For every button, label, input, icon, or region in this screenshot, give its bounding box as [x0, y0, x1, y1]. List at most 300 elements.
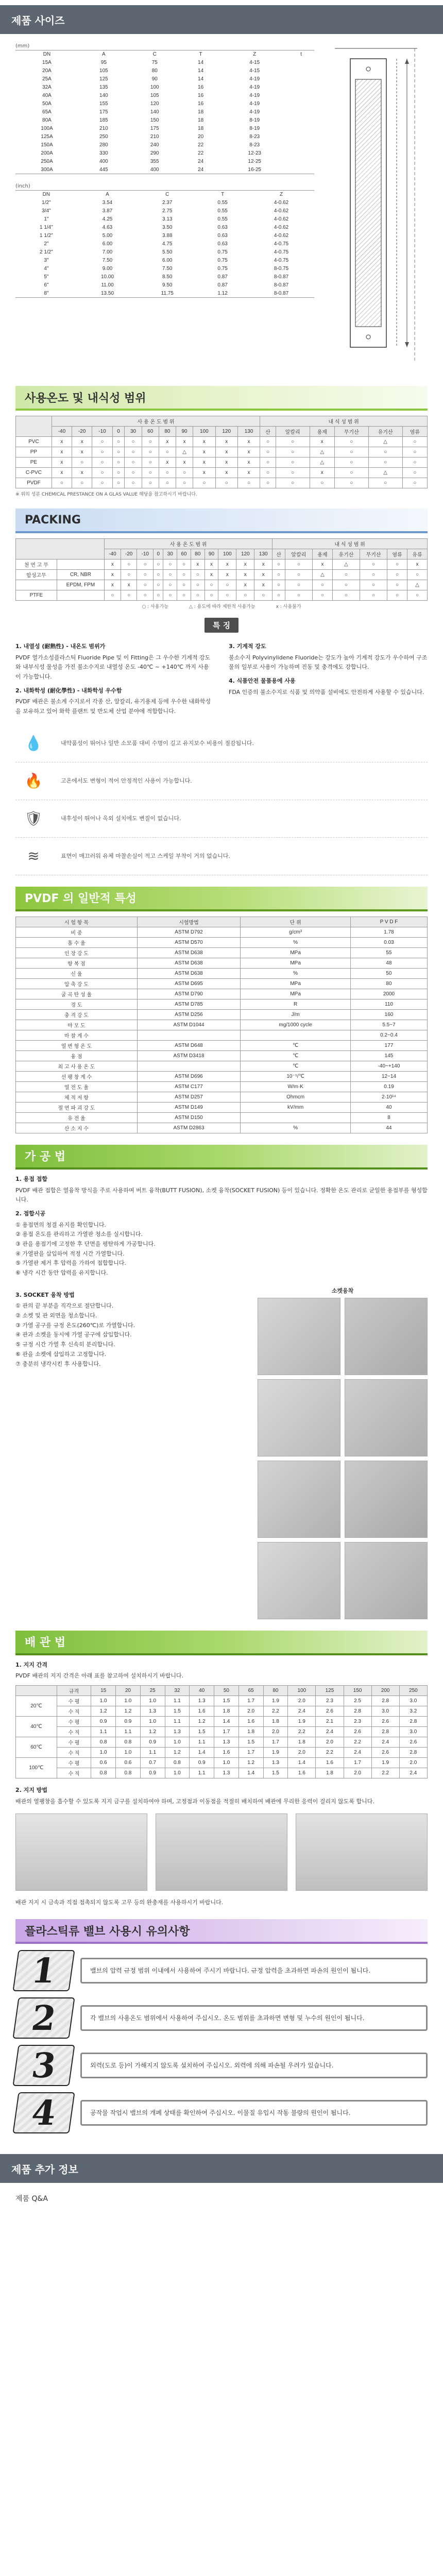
size-cell: 11.75: [161, 290, 174, 296]
pipe-cell: 1.1: [165, 1696, 190, 1706]
pipe-header-cell: 규격: [57, 1686, 91, 1696]
range-value-cell: ○: [163, 570, 177, 580]
pvdf-header-cell: 시 험 항 목: [16, 917, 138, 927]
range-value-cell: x: [72, 468, 92, 478]
range-col-header: 90: [176, 427, 193, 437]
size-cell: 4-19: [249, 93, 260, 98]
range-chem-cell: ○: [332, 590, 360, 601]
range-value-cell: ○: [112, 457, 125, 468]
section-header-bar: [0, 5, 443, 34]
pipe-cell: 2.4: [371, 1737, 399, 1748]
pvdf-cell: ASTM D257: [137, 1092, 240, 1102]
pvdf-cell: MPa: [241, 978, 351, 989]
pipe-cell: 수 평: [57, 1737, 91, 1748]
size-row: [15, 281, 314, 290]
pvdf-cell: 2000: [350, 989, 427, 999]
pipe-cell: 2.0: [263, 1727, 288, 1737]
pipe-cell: 0.8: [165, 1758, 190, 1768]
size-cell: 8": [44, 290, 49, 296]
pvdf-cell: 신 율: [16, 968, 138, 978]
pvdf-cell: 80: [350, 978, 427, 989]
size-cell: 16: [198, 101, 204, 107]
pipe-row: [16, 1768, 428, 1778]
range-chem-cell: ○: [332, 580, 360, 590]
size-cell: 0.87: [217, 282, 228, 288]
pvdf-cell: 110: [350, 999, 427, 1009]
pipe-cell: 1.9: [288, 1717, 316, 1727]
pvdf-cell: [241, 1112, 351, 1123]
range-value-cell: ○: [92, 437, 112, 447]
size-table-mm: [15, 50, 314, 174]
processing-step: ⑥ 냉각 시간 동안 압력을 유지합니다.: [15, 1269, 108, 1276]
size-row: [15, 207, 314, 215]
support-interval-table: [15, 1685, 428, 1778]
range-col-header: 유기산: [368, 427, 402, 437]
caution-title: 플라스틱류 밸브 사용시 유의사항: [25, 1925, 190, 1938]
caution-number: 4: [12, 2092, 75, 2133]
range-chem-cell: ○: [334, 437, 368, 447]
range-chem-cell: △: [310, 447, 334, 457]
range-name-cell: [57, 560, 104, 570]
pipe-cell: 0.6: [116, 1758, 141, 1768]
range-col-header: 유류: [407, 549, 427, 560]
packing-legend: [15, 603, 428, 609]
pipe-cell: 1.0: [140, 1717, 165, 1727]
pipe-cell: 1.6: [190, 1706, 214, 1717]
pipe-temp-cell: 40℃: [16, 1717, 57, 1737]
size-cell: 75: [151, 60, 158, 65]
size-cell: 2 1/2": [40, 249, 53, 255]
size-row: [15, 166, 314, 174]
range-name-cell: CR, NBR: [57, 570, 104, 580]
feature-row: [15, 725, 428, 762]
range-chem-cell: ○: [332, 570, 360, 580]
size-cell: 8-23: [249, 134, 260, 140]
range-value-cell: x: [52, 447, 72, 457]
range-value-cell: ○: [92, 457, 112, 468]
pvdf-cell: 마 모 도: [16, 1020, 138, 1030]
pipe-cell: 수 직: [57, 1748, 91, 1758]
pvdf-header-cell: P V D F: [350, 917, 427, 927]
pvdf-cell: ASTM D790: [137, 989, 240, 999]
packing-table: [15, 538, 428, 601]
size-cell: 0.55: [217, 200, 228, 206]
pipe-cell: 0.9: [140, 1768, 165, 1778]
pipe-header-cell: 65: [238, 1686, 263, 1696]
size-row: [15, 240, 314, 248]
range-value-cell: ○: [163, 580, 177, 590]
range-value-cell: x: [52, 457, 72, 468]
processing-step: ③ 관을 용접기에 고정한 후 단면을 평탄하게 가공합니다.: [15, 1240, 156, 1247]
size-cell: 0.75: [217, 266, 228, 272]
feature-body: FDA 인증의 불소수지로 식품 및 의약품 설비에도 안전하게 사용할 수 있습니다.: [229, 688, 424, 696]
temp-range-table: [15, 416, 428, 488]
size-cell: 125A: [41, 134, 53, 140]
pipe-cell: 2.6: [316, 1706, 344, 1717]
range-chem-cell: ○: [402, 447, 427, 457]
size-cell: 8.50: [162, 274, 173, 280]
range-chem-cell: ○: [334, 457, 368, 468]
range-chem-cell: △: [368, 468, 402, 478]
caution-text: 밸브의 압력 규정 범위 이내에서 사용하여 주시기 바랍니다. 규정 압력을 초과하면 파손의 원인이 됩니다.: [80, 1958, 428, 1984]
size-cell: 140: [99, 93, 108, 98]
pvdf-header-cell: 시험방법: [137, 917, 240, 927]
range-value-cell: ○: [176, 478, 193, 488]
size-cell: 140: [150, 109, 159, 115]
range-value-cell: x: [159, 437, 176, 447]
pvdf-row: [16, 937, 428, 947]
feature-text: 내약품성이 뛰어나 일반 소모품 대비 수명이 길고 유지보수 비용이 절감됩니다.: [61, 740, 254, 747]
range-chem-cell: ○: [285, 590, 312, 601]
pipe-cell: 2.8: [371, 1696, 399, 1706]
pvdf-cell: 인 장 강 도: [16, 947, 138, 958]
range-chem-cell: ○: [387, 570, 407, 580]
size-cell: 8-0.87: [274, 290, 289, 296]
pipe-cell: 3.0: [399, 1727, 427, 1737]
pvdf-cell: 열 변 형 온 도: [16, 1040, 138, 1050]
size-cell: 240: [150, 142, 159, 148]
size-cell: 2.75: [162, 208, 173, 214]
caution-item: [15, 2045, 428, 2086]
size-cell: 135: [99, 84, 108, 90]
range-chem-cell: △: [368, 437, 402, 447]
range-chem-cell: ○: [334, 447, 368, 457]
range-chem-cell: △: [312, 570, 332, 580]
feature-head: 1. 내열성 (耐熱性) - 내온도 범위가: [15, 643, 106, 650]
range-chem-cell: ○: [402, 468, 427, 478]
pvdf-cell: MPa: [241, 958, 351, 968]
pipe-cell: 1.1: [190, 1768, 214, 1778]
range-col-header: -40: [52, 427, 72, 437]
pvdf-cell: 2·10¹⁴: [350, 1092, 427, 1102]
pvdf-properties-table: [15, 917, 428, 1133]
range-chem-cell: ○: [272, 560, 285, 570]
pipe-cell: 2.2: [316, 1748, 344, 1758]
pipe-cell: 1.7: [238, 1748, 263, 1758]
pipe-cell: 1.2: [91, 1706, 116, 1717]
pvdf-cell: [241, 1030, 351, 1040]
socket-photo-5: [258, 1461, 340, 1538]
range-col-header: 무기산: [334, 427, 368, 437]
size-cell: 400: [150, 166, 159, 173]
pvdf-cell: 8: [350, 1112, 427, 1123]
pipe-cell: 1.4: [238, 1768, 263, 1778]
size-cell: 22: [198, 142, 204, 148]
pipe-cell: 수 직: [57, 1768, 91, 1778]
piping-p2-body: 배관의 열팽창을 흡수할 수 있도록 지지 금구를 설치하여야 하며, 고정점과 이동점을 적절히 배치하여 배관에 무리한 응력이 걸리지 않도록 합니다.: [15, 1798, 374, 1805]
range-chem-cell: △: [310, 457, 334, 468]
pvdf-cell: [137, 1030, 240, 1040]
pvdf-cell: [137, 1061, 240, 1071]
range-name-cell: PVC: [16, 437, 52, 447]
range-chem-cell: x: [312, 560, 332, 570]
range-row: [16, 570, 428, 580]
pvdf-cell: 경 도: [16, 999, 138, 1009]
range-name-cell: PP: [16, 447, 52, 457]
pipe-cell: 2.6: [344, 1727, 371, 1737]
pipe-cell: 2.0: [288, 1748, 316, 1758]
size-cell: 14: [198, 76, 204, 82]
range-col-header: 용제: [312, 549, 332, 560]
range-value-cell: x: [72, 447, 92, 457]
range-value-cell: x: [191, 560, 205, 570]
size-row: [15, 265, 314, 273]
size-cell: 8-19: [249, 126, 260, 131]
range-col-header: 용제: [310, 427, 334, 437]
socket-step: ④ 관과 소켓을 동시에 가열 공구에 삽입합니다.: [15, 1331, 132, 1338]
range-chem-cell: ○: [310, 478, 334, 488]
range-group-row: [16, 416, 428, 427]
pvdf-cell: J/m: [241, 1009, 351, 1020]
processing-p1-body: PVDF 배관 접합은 열융착 방식을 주로 사용하며 버트 융착(BUTT FUSION), 소켓 융착(SOCKET FUSION) 등이 있습니다. 정확한 온도 관리로 균일한 용접부를 형성합니다.: [15, 1187, 428, 1204]
product-detail-page: [0, 5, 443, 2214]
size-cell: 80A: [42, 117, 52, 123]
size-cell: 20: [198, 134, 204, 140]
range-value-cell: ○: [125, 437, 142, 447]
pvdf-cell: 선 팽 창 계 수: [16, 1071, 138, 1081]
pipe-cell: 1.8: [263, 1717, 288, 1727]
pvdf-row: [16, 947, 428, 958]
range-chem-cell: ○: [407, 590, 427, 601]
range-chem-cell: ○: [272, 570, 285, 580]
pvdf-cell: 12~14: [350, 1071, 427, 1081]
pvdf-row: [16, 958, 428, 968]
size-header-row: [15, 191, 314, 199]
range-value-cell: x: [218, 570, 236, 580]
range-group-row: [16, 539, 428, 549]
range-value-cell: ○: [72, 457, 92, 468]
range-chem-cell: ○: [276, 468, 310, 478]
pipe-cell: 1.8: [214, 1706, 239, 1717]
pipe-cell: 1.3: [190, 1696, 214, 1706]
range-chem-cell: ○: [285, 570, 312, 580]
pipe-cell: 1.8: [288, 1737, 316, 1748]
pipe-cell: 2.2: [371, 1768, 399, 1778]
socket-image-title: 소켓융착: [331, 1287, 354, 1294]
size-cell: 11.00: [101, 282, 114, 288]
pipe-cell: 1.2: [238, 1758, 263, 1768]
range-value-cell: ○: [112, 478, 125, 488]
pipe-cell: 1.7: [238, 1696, 263, 1706]
pvdf-row: [16, 1112, 428, 1123]
size-cell: 4.75: [162, 241, 173, 247]
size-cell: 95: [100, 60, 107, 65]
size-cell: 4-19: [249, 76, 260, 82]
pvdf-cell: 160: [350, 1009, 427, 1020]
size-row: [15, 141, 314, 149]
range-value-cell: x: [105, 580, 121, 590]
size-cell: 4-0.75: [274, 249, 289, 255]
range-col-header: 무기산: [360, 549, 387, 560]
size-cell: 150A: [41, 142, 53, 148]
range-col-header: -20: [72, 427, 92, 437]
size-row: [15, 67, 314, 75]
pipe-cell: 1.0: [91, 1748, 116, 1758]
range-corner: [16, 539, 105, 560]
pvdf-cell: 산 소 지 수: [16, 1123, 138, 1133]
range-chem-cell: ○: [334, 478, 368, 488]
range-value-cell: ○: [254, 590, 272, 601]
size-cell: 1": [44, 216, 49, 222]
size-cell: 7.50: [162, 266, 173, 272]
size-cell: 1 1/4": [40, 225, 53, 230]
range-value-cell: ○: [215, 478, 237, 488]
pipe-cell: 1.4: [214, 1717, 239, 1727]
size-cell: 210: [99, 126, 108, 131]
range-chem-cell: ○: [402, 478, 427, 488]
processing-title: 가 공 법: [25, 1150, 66, 1164]
size-cell: 210: [150, 134, 159, 140]
range-value-cell: ○: [191, 570, 205, 580]
size-row: [15, 83, 314, 92]
product-qa-link[interactable]: 제품 Q&A: [15, 2195, 48, 2204]
pipe-cell: 1.8: [316, 1768, 344, 1778]
pipe-cell: 3.0: [371, 1706, 399, 1717]
range-col-header: 30: [163, 549, 177, 560]
pvdf-cell: ASTM D1044: [137, 1020, 240, 1030]
flange-diagram-icon: [325, 43, 428, 373]
size-row: [15, 116, 314, 125]
piping-text: [15, 1660, 428, 1681]
range-group-header: 사 용 온 도 범 위: [105, 539, 272, 549]
range-col-header: 80: [191, 549, 205, 560]
range-col-header: 산: [260, 427, 276, 437]
processing-text: [15, 1175, 428, 1278]
range-chem-cell: ○: [276, 447, 310, 457]
pipe-cell: 0.7: [140, 1758, 165, 1768]
legend-item: △ : 용도에 따라 제한적 사용가능: [189, 604, 255, 609]
range-value-cell: x: [254, 560, 272, 570]
size-cell: 0.55: [217, 208, 228, 214]
pvdf-cell: 항 복 점: [16, 958, 138, 968]
range-chem-cell: ○: [334, 468, 368, 478]
support-photo-1: [15, 1814, 147, 1891]
range-value-cell: x: [215, 447, 237, 457]
processing-banner: [15, 1145, 428, 1170]
range-value-cell: x: [237, 447, 260, 457]
range-value-cell: ○: [121, 590, 137, 601]
range-col-header: 염류: [402, 427, 427, 437]
size-cell: 175: [99, 109, 108, 115]
range-value-cell: ○: [142, 437, 159, 447]
range-name-cell: [57, 590, 104, 601]
pipe-cell: 2.4: [399, 1768, 427, 1778]
pvdf-row: [16, 1123, 428, 1133]
size-row: [15, 59, 314, 67]
range-col-header: 100: [218, 549, 236, 560]
range-chem-cell: ○: [285, 580, 312, 590]
size-cell: 0.87: [217, 274, 228, 280]
range-chem-cell: ○: [360, 560, 387, 570]
range-group-cell: [16, 580, 57, 590]
size-cell: 4-0.62: [274, 225, 289, 230]
range-chem-cell: ○: [360, 580, 387, 590]
size-cell: 445: [99, 166, 108, 173]
socket-step: ⑤ 규정 시간 가열 후 신속히 분리합니다.: [15, 1341, 115, 1348]
range-chem-cell: ○: [260, 468, 276, 478]
caution-text: 외력(도로 등)이 가해지지 않도록 설치하여 주십시오. 외력에 의해 파손될 우려가 있습니다.: [80, 2053, 428, 2078]
pipe-cell: 2.4: [316, 1727, 344, 1737]
range-chem-cell: ○: [276, 437, 310, 447]
pvdf-cell: 열 전 도 율: [16, 1081, 138, 1092]
range-value-cell: x: [236, 580, 254, 590]
caution-item: [15, 2092, 428, 2133]
size-unit-inch: (inch): [15, 183, 30, 189]
pvdf-row: [16, 1040, 428, 1050]
size-cell: 125: [99, 76, 108, 82]
range-chem-cell: ○: [260, 457, 276, 468]
size-cell: 0.63: [217, 225, 228, 230]
pipe-cell: 1.3: [140, 1706, 165, 1717]
caution-number: 2: [12, 1997, 75, 2039]
range-col-header: 60: [142, 427, 159, 437]
range-value-cell: ○: [154, 590, 163, 601]
pipe-cell: 1.1: [116, 1727, 141, 1737]
range-value-cell: ○: [218, 580, 236, 590]
range-value-cell: ○: [218, 590, 236, 601]
size-header-cell: t: [300, 52, 302, 58]
pipe-row: [16, 1696, 428, 1706]
pipe-cell: 1.6: [316, 1758, 344, 1768]
range-chem-cell: ○: [402, 457, 427, 468]
pipe-cell: 수 직: [57, 1706, 91, 1717]
pvdf-cell: 흡 수 율: [16, 937, 138, 947]
range-value-cell: x: [215, 468, 237, 478]
size-row: [15, 133, 314, 141]
size-cell: 0.75: [217, 249, 228, 255]
pvdf-row: [16, 927, 428, 937]
size-cell: 4-0.75: [274, 258, 289, 263]
range-value-cell: ○: [176, 468, 193, 478]
size-cell: 1.12: [217, 290, 228, 296]
size-cell: 0.63: [217, 241, 228, 247]
size-cell: 8-0.75: [274, 266, 289, 272]
range-value-cell: x: [193, 457, 215, 468]
range-col-header: -10: [92, 427, 112, 437]
size-cell: 2.37: [162, 200, 173, 206]
pipe-cell: 1.9: [263, 1748, 288, 1758]
pvdf-cell: MPa: [241, 947, 351, 958]
size-cell: 7.00: [102, 249, 113, 255]
pvdf-cell: mg/1000 cycle: [241, 1020, 351, 1030]
pvdf-cell: ℃: [241, 1061, 351, 1071]
range-chem-cell: ○: [276, 478, 310, 488]
socket-photo-1: [258, 1298, 340, 1375]
pipe-cell: 1.0: [140, 1696, 165, 1706]
size-cell: 16-25: [248, 166, 261, 173]
size-row: [15, 158, 314, 166]
size-cell: 15A: [42, 60, 52, 65]
range-chem-cell: ○: [387, 560, 407, 570]
pipe-cell: 2.2: [344, 1737, 371, 1748]
range-value-cell: ○: [177, 560, 191, 570]
range-value-cell: x: [52, 437, 72, 447]
range-chem-cell: ○: [272, 590, 285, 601]
pipe-cell: 2.0: [238, 1706, 263, 1717]
size-header-cell: A: [106, 192, 109, 198]
pvdf-cell: %: [241, 937, 351, 947]
features-title: 특 징: [205, 618, 238, 633]
size-cell: 14: [198, 60, 204, 65]
size-cell: 105: [99, 68, 108, 74]
temp-range-title: 사용온도 및 내식성 범위: [25, 392, 146, 405]
range-chem-cell: x: [407, 560, 427, 570]
range-chem-cell: ○: [368, 457, 402, 468]
pvdf-cell: R: [241, 999, 351, 1009]
range-chem-cell: ○: [285, 560, 312, 570]
pvdf-row: [16, 1050, 428, 1061]
pipe-cell: 2.0: [288, 1696, 316, 1706]
